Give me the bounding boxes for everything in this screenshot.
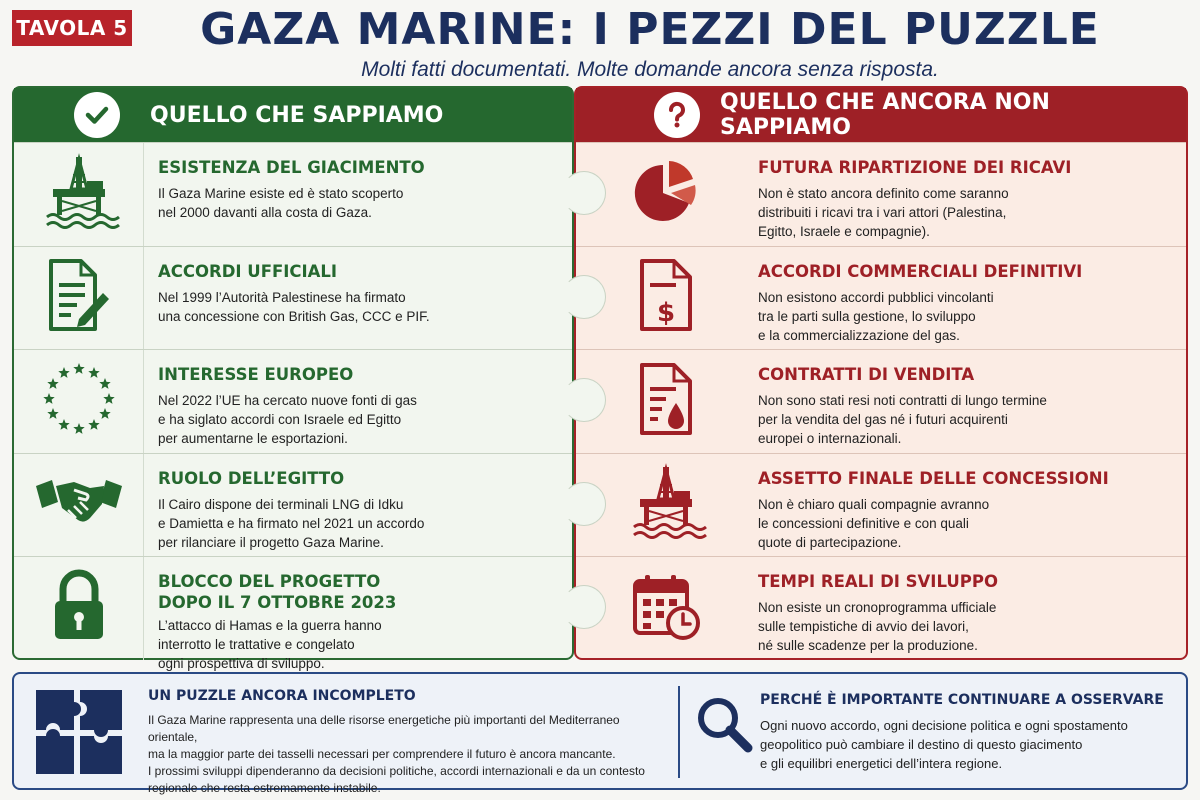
oil-platform-icon: [43, 155, 115, 234]
unknown-item: [576, 246, 1186, 350]
known-item: [14, 453, 572, 557]
item-title: RUOLO DELL’EGITTO: [158, 468, 345, 488]
bottom-left-text: Il Gaza Marine rappresenta una delle risorse energetiche più importanti del Mediterraneo orientale, ma la maggior parte dei tasselli necessari per comprendere il futuro è ancora mancante. I prossimi sviluppi dipenderanno da decisioni politiche, accordi internazionali e da un contesto regionale che resta estremamente instabile.: [148, 713, 645, 795]
known-header-label: QUELLO CHE SAPPIAMO: [150, 102, 444, 128]
item-text: Nel 1999 l’Autorità Palestinese ha firmato una concessione con British Gas, CCC e PIF.: [158, 289, 430, 324]
item-text: L’attacco di Hamas e la guerra hanno interrotto le trattative e congelato ogni prospettiva di sviluppo.: [158, 618, 382, 671]
item-text: Non è chiaro quali compagnie avranno le concessioni definitive e con quali quote di partecipazione.: [758, 496, 990, 550]
item-text: Non è stato ancora definito come saranno distribuiti i ricavi tra i vari attori (Palestina, Egitto, Israele e compagnie).: [758, 186, 1009, 239]
unknown-header: [576, 88, 1186, 142]
puzzle-pieces-icon: [34, 688, 124, 781]
document-dollar-icon: [636, 257, 696, 338]
unknown-item: [576, 142, 1186, 246]
calendar-clock-icon: [631, 571, 701, 646]
item-title: ACCORDI COMMERCIALI DEFINITIVI: [758, 261, 1083, 281]
item-title: BLOCCO DEL PROGETTO DOPO IL 7 OTTOBRE 2023: [158, 572, 397, 612]
page-subtitle: Molti fatti documentati. Molte domande ancora senza risposta.: [361, 58, 939, 81]
eu-stars-icon: [41, 361, 117, 442]
item-title: ESISTENZA DEL GIACIMENTO: [158, 158, 425, 177]
document-signature-icon: [45, 257, 113, 338]
puzzle-knob: [562, 275, 606, 319]
item-title: TEMPI REALI DI SVILUPPO: [758, 572, 998, 591]
item-text: Non esiste un cronoprogramma ufficiale sulle tempistiche di avvio dei lavori, né sulle scadenze per la produzione.: [758, 600, 997, 653]
question-icon: [654, 92, 700, 138]
bottom-right-text: Ogni nuovo accordo, ogni decisione politica e ogni spostamento geopolitico può cambiare il destino di questo giacimento e gli equilibri energetici dell’intera regione.: [760, 718, 1128, 771]
magnifier-icon: [694, 694, 754, 759]
bottom-panel: [12, 672, 1188, 795]
unknown-item: [576, 453, 1186, 557]
bottom-left-title: UN PUZZLE ANCORA INCOMPLETO: [148, 688, 416, 704]
item-text: Nel 2022 l’UE ha cercato nuove fonti di gas e ha siglato accordi con Israele ed Egitto per aumentarne le esportazioni.: [158, 393, 417, 446]
item-text: Non sono stati resi noti contratti di lungo termine per la vendita del gas né i futuri acquirenti europei o internazionali.: [758, 393, 1047, 446]
padlock-icon: [49, 569, 109, 648]
item-title: CONTRATTI DI VENDITA: [758, 365, 975, 384]
check-icon: [74, 92, 120, 138]
known-header: [14, 88, 572, 142]
item-text: Il Cairo dispone dei terminali LNG di Idku e Damietta e ha firmato nel 2021 un accordo per rilanciare il progetto Gaza Marine.: [158, 496, 425, 550]
bottom-divider: [678, 686, 680, 778]
svg-text:$: $: [656, 298, 676, 329]
table-tag: TAVOLA 5: [12, 10, 132, 46]
known-item: [14, 142, 572, 246]
unknown-column: [574, 86, 1188, 660]
item-text: Il Gaza Marine esiste ed è stato scoperto nel 2000 davanti alla costa di Gaza.: [158, 186, 404, 220]
item-title: ACCORDI UFFICIALI: [158, 261, 338, 281]
known-column: [12, 86, 574, 671]
handshake-icon: [34, 472, 124, 537]
item-title: ASSETTO FINALE DELLE CONCESSIONI: [758, 468, 1109, 488]
pie-chart-icon: [631, 159, 701, 230]
item-title: INTERESSE EUROPEO: [158, 365, 354, 384]
known-item: [14, 556, 572, 671]
known-item: [14, 349, 572, 453]
item-text: Non esistono accordi pubblici vincolanti tra le parti sulla gestione, lo sviluppo e la commercializzazione del gas.: [758, 289, 994, 343]
unknown-header-label: QUELLO CHE ANCORA NON SAPPIAMO: [720, 90, 1050, 140]
document-oil-drop-icon: [636, 361, 696, 442]
oil-platform-icon: [630, 465, 702, 544]
puzzle-knob: [562, 482, 606, 526]
puzzle-knob: [562, 378, 606, 422]
bottom-right-title: PERCHÉ È IMPORTANTE CONTINUARE A OSSERVARE: [760, 692, 1164, 708]
puzzle-knob: [562, 585, 606, 629]
known-item: [14, 246, 572, 350]
page-title: GAZA MARINE: I PEZZI DEL PUZZLE: [200, 4, 1100, 55]
puzzle-knob: [562, 171, 606, 215]
unknown-item: [576, 556, 1186, 660]
unknown-item: [576, 349, 1186, 453]
item-title: FUTURA RIPARTIZIONE DEI RICAVI: [758, 158, 1072, 177]
